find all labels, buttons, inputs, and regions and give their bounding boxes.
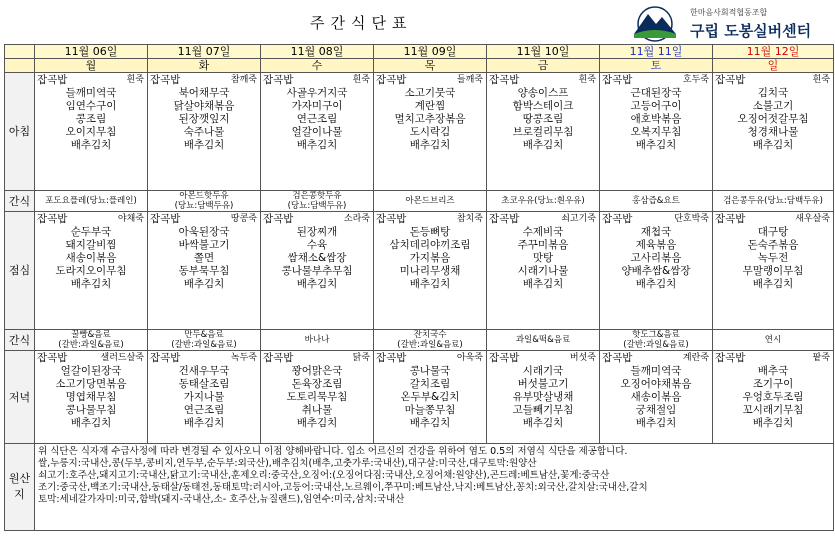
meal-cell <box>600 212 713 330</box>
porridge-label: 참치죽 <box>456 214 483 224</box>
snack-item: (당뇨:담백두유) <box>174 201 234 211</box>
menu-item: 근대된장국 <box>630 87 682 99</box>
snack-item: 꿀빵&음료 <box>71 330 111 340</box>
date-header: 11월 11일 <box>600 45 713 59</box>
rice-label: 잡곡밥 <box>715 213 746 225</box>
snack-cell <box>35 191 148 212</box>
menu-item: 콩조림 <box>75 113 107 125</box>
menu-item: 취나물 <box>301 404 333 416</box>
rice-label: 잡곡밥 <box>376 213 407 225</box>
rice-label: 잡곡밥 <box>150 213 181 225</box>
date-header: 11월 10일 <box>487 45 600 59</box>
menu-item: 수제비국 <box>522 226 564 238</box>
menu-item: 배추김치 <box>296 278 338 290</box>
menu-item: 된장찌개 <box>296 226 338 238</box>
rice-label: 잡곡밥 <box>602 352 633 364</box>
menu-item: 얼갈이나물 <box>291 126 343 138</box>
rice-label: 잡곡밥 <box>376 74 407 86</box>
menu-item: 배추김치 <box>409 139 451 151</box>
snack-item: (갈반:과일&음료) <box>171 340 237 350</box>
menu-item: 양송이스프 <box>517 87 569 99</box>
menu-item: 녹두전 <box>757 252 789 264</box>
meal-cell <box>713 351 834 444</box>
date-header: 11월 08일 <box>261 45 374 59</box>
menu-item: 재첩국 <box>640 226 672 238</box>
porridge-label: 단호박죽 <box>674 214 709 224</box>
porridge-label: 녹두죽 <box>230 353 257 363</box>
porridge-label: 계란죽 <box>682 353 709 363</box>
porridge-label: 닭죽 <box>352 353 370 363</box>
menu-item: 바싹불고기 <box>178 239 230 251</box>
menu-item: 미나리무생채 <box>399 265 461 277</box>
meal-cell <box>487 351 600 444</box>
meal-cell <box>148 73 261 191</box>
day-header: 목 <box>374 59 487 73</box>
corner-cell <box>5 45 35 59</box>
menu-item: 도라지오이무침 <box>55 265 127 277</box>
day-header: 금 <box>487 59 600 73</box>
porridge-label: 땅콩죽 <box>230 214 257 224</box>
menu-item: 멸치고추장볶음 <box>394 113 466 125</box>
menu-item: 버섯불고기 <box>517 378 569 390</box>
menu-item: 오복지무침 <box>630 126 682 138</box>
meal-cell <box>35 351 148 444</box>
menu-item: 닭살야채볶음 <box>173 100 235 112</box>
meal-cell <box>713 73 834 191</box>
logo-name: 구립 도봉실버센터 <box>690 22 812 40</box>
meal-cell <box>713 212 834 330</box>
snack-cell <box>374 330 487 351</box>
meal-cell <box>35 73 148 191</box>
menu-item: 고등어구이 <box>630 100 682 112</box>
snack-cell <box>600 330 713 351</box>
rice-label: 잡곡밥 <box>602 213 633 225</box>
origin-line: 쇠고기:호주산,돼지고기:국내산,닭고기:국내산,훈제오리:중국산,오징어:(오징어다짐:국내산,오징어채:원양산),곤드레:베트남산,꽃게:중국산 <box>38 470 610 481</box>
meal-label-lunch: 점심 <box>5 212 35 330</box>
menu-item: 새송이볶음 <box>65 252 117 264</box>
rice-label: 잡곡밥 <box>489 74 520 86</box>
menu-item: 배추김치 <box>752 278 794 290</box>
menu-item: 배추김치 <box>635 139 677 151</box>
rice-label: 잡곡밥 <box>37 213 68 225</box>
menu-item: 소불고기 <box>752 100 794 112</box>
day-header: 수 <box>261 59 374 73</box>
logo <box>628 4 833 44</box>
menu-item: 배추김치 <box>635 417 677 429</box>
menu-item: 숙주나물 <box>183 126 225 138</box>
day-header: 토 <box>600 59 713 73</box>
origin-line: 토막:세네갈가자미:미국,함박(돼지-국내산,소- 호주산,뉴질랜드),임연수:미국,삼치:국내산 <box>38 494 405 505</box>
menu-item: 명엽채무침 <box>65 391 117 403</box>
menu-item: 청경채나물 <box>747 126 799 138</box>
snack-item: 연시 <box>764 335 782 345</box>
date-header: 11월 07일 <box>148 45 261 59</box>
menu-item: 아욱된장국 <box>178 226 230 238</box>
meal-top <box>600 212 712 226</box>
origin-line: 쌀,누룽지:국내산,콩(두부,콩비지,연두부,순두부:외국산),배추김치(배추,고춧가루:국내산),대구살:미국산,대구토막:원양산 <box>38 458 537 469</box>
rice-label: 잡곡밥 <box>37 352 68 364</box>
origin-label: 원산지 <box>5 444 35 531</box>
menu-item: 궁채절임 <box>635 404 677 416</box>
menu-item: 제육볶음 <box>635 239 677 251</box>
menu-item: 배추김치 <box>70 417 112 429</box>
snack-item: 아몬드핫두유 <box>179 191 229 201</box>
porridge-label: 참깨죽 <box>230 75 257 85</box>
menu-item: 건새우무국 <box>178 365 230 377</box>
rice-label: 잡곡밥 <box>376 352 407 364</box>
menu-item: 계란찜 <box>414 100 446 112</box>
meal-top <box>35 351 147 365</box>
menu-item: 오징어젓갈무침 <box>737 113 809 125</box>
menu-item: 시래기국 <box>522 365 564 377</box>
porridge-label: 흰죽 <box>578 75 596 85</box>
menu-item: 삼치데리야끼조림 <box>389 239 471 251</box>
snack-cell <box>261 191 374 212</box>
meal-cell <box>148 212 261 330</box>
snack-cell <box>148 191 261 212</box>
menu-item: 콩나물무침 <box>65 404 117 416</box>
menu-item: 배추국 <box>757 365 789 377</box>
menu-item: 오이지무침 <box>65 126 117 138</box>
menu-item: 순두부국 <box>70 226 112 238</box>
meal-top <box>261 73 373 87</box>
menu-item: 새송이볶음 <box>630 391 682 403</box>
menu-item: 북어채무국 <box>178 87 230 99</box>
menu-item: 도시락김 <box>409 126 451 138</box>
menu-item: 조기구이 <box>752 378 794 390</box>
meal-top <box>600 351 712 365</box>
porridge-label: 새우살죽 <box>795 214 830 224</box>
rice-label: 잡곡밥 <box>37 74 68 86</box>
menu-item: 시래기나물 <box>517 265 569 277</box>
menu-item: 배추김치 <box>635 278 677 290</box>
porridge-label: 소라죽 <box>343 214 370 224</box>
meal-cell <box>600 351 713 444</box>
meal-top <box>148 212 260 226</box>
menu-item: 고사리볶음 <box>630 252 682 264</box>
menu-item: 꼬시래기무침 <box>742 404 804 416</box>
porridge-label: 들깨죽 <box>456 75 483 85</box>
meal-top <box>713 212 833 226</box>
snack-cell <box>374 191 487 212</box>
meal-cell <box>261 212 374 330</box>
menu-item: 콩나물부추무침 <box>281 265 353 277</box>
meal-top <box>148 351 260 365</box>
porridge-label: 흰죽 <box>812 75 830 85</box>
menu-item: 배추김치 <box>70 278 112 290</box>
menu-item: 돈육장조림 <box>291 378 343 390</box>
menu-item: 양배추쌈&쌈장 <box>621 265 691 277</box>
day-header: 월 <box>35 59 148 73</box>
meal-top <box>261 212 373 226</box>
menu-item: 마늘쫑무침 <box>404 404 456 416</box>
meal-top <box>713 351 833 365</box>
menu-item: 배추김치 <box>409 417 451 429</box>
rice-label: 잡곡밥 <box>715 352 746 364</box>
menu-item: 얼갈이된장국 <box>60 365 122 377</box>
snack-item: 잔치국수 <box>413 330 447 340</box>
menu-item: 연근조림 <box>183 404 225 416</box>
menu-item: 갈치조림 <box>409 378 451 390</box>
snack-item: (갈반:과일&음료) <box>58 340 124 350</box>
menu-item: 대구탕 <box>757 226 789 238</box>
menu-item: 맛탕 <box>532 252 554 264</box>
meal-top <box>487 212 599 226</box>
meal-top <box>374 212 486 226</box>
menu-item: 배추김치 <box>752 139 794 151</box>
day-header: 화 <box>148 59 261 73</box>
meal-top <box>600 73 712 87</box>
meal-cell <box>261 73 374 191</box>
menu-item: 돈숙주볶음 <box>747 239 799 251</box>
menu-item: 배추김치 <box>522 139 564 151</box>
notice-text: 위 식단은 식자재 수급사정에 따라 변경될 수 있사오니 이점 양해바랍니다. 입소 어르신의 건강을 위하여 염도 0.5의 저염식 식단을 제공합니다. <box>38 446 628 457</box>
porridge-label: 흰죽 <box>126 75 144 85</box>
porridge-label: 흰죽 <box>352 75 370 85</box>
snack-cell <box>600 191 713 212</box>
menu-item: 오징어야채볶음 <box>620 378 692 390</box>
menu-item: 유부맛살냉채 <box>512 391 574 403</box>
date-header: 11월 12일 <box>713 45 834 59</box>
meal-top <box>35 73 147 87</box>
snack-item: 검은콩핫두유 <box>292 191 342 201</box>
menu-item: 임연수구이 <box>65 100 117 112</box>
meal-top <box>374 73 486 87</box>
snack-item: 포도요플레(당뇨:플레인) <box>45 196 137 206</box>
snack-item: 만두&음료 <box>184 330 224 340</box>
logo-org: 한마음사회적협동조합 <box>690 8 768 17</box>
menu-item: 들깨미역국 <box>630 365 682 377</box>
menu-item: 사골우거지국 <box>286 87 348 99</box>
snack-cell <box>487 191 600 212</box>
rice-label: 잡곡밥 <box>489 213 520 225</box>
menu-item: 온두부&김치 <box>400 391 460 403</box>
meal-cell <box>374 73 487 191</box>
origin-notice-cell <box>35 444 834 531</box>
menu-item: 동태살조림 <box>178 378 230 390</box>
porridge-label: 팥죽 <box>812 353 830 363</box>
porridge-label: 쇠고기죽 <box>561 214 596 224</box>
meal-label-snack: 간식 <box>5 191 35 212</box>
rice-label: 잡곡밥 <box>715 74 746 86</box>
snack-cell <box>35 330 148 351</box>
mountain-logo-icon <box>628 4 684 42</box>
menu-item: 들깨미역국 <box>65 87 117 99</box>
snack-item: 초코우유(당뇨:흰우유) <box>501 196 585 206</box>
meal-cell <box>600 73 713 191</box>
meal-label-snack: 간식 <box>5 330 35 351</box>
porridge-label: 아욱죽 <box>456 353 483 363</box>
meal-cell <box>374 351 487 444</box>
meal-cell <box>374 212 487 330</box>
meal-top <box>261 351 373 365</box>
meal-top <box>713 73 833 87</box>
menu-table <box>4 44 834 531</box>
meal-label-breakfast: 아침 <box>5 73 35 191</box>
menu-item: 브로컬리무침 <box>512 126 574 138</box>
corner-cell <box>5 59 35 73</box>
meal-cell <box>487 212 600 330</box>
menu-item: 우엉호두조림 <box>742 391 804 403</box>
menu-item: 배추김치 <box>183 278 225 290</box>
snack-item: 바나나 <box>304 335 330 345</box>
menu-item: 연근조림 <box>296 113 338 125</box>
menu-item: 배추김치 <box>522 278 564 290</box>
snack-cell <box>148 330 261 351</box>
porridge-label: 호두죽 <box>682 75 709 85</box>
rice-label: 잡곡밥 <box>489 352 520 364</box>
menu-item: 배추김치 <box>183 417 225 429</box>
porridge-label: 야채죽 <box>117 214 144 224</box>
menu-item: 소고기당면볶음 <box>55 378 127 390</box>
meal-cell <box>148 351 261 444</box>
menu-item: 함박스테이크 <box>512 100 574 112</box>
menu-item: 된장깻잎지 <box>178 113 230 125</box>
snack-item: 검은콩두유(당뇨:담백두유) <box>723 196 823 206</box>
menu-item: 수육 <box>306 239 328 251</box>
page-title: 주간식단표 <box>310 14 413 32</box>
rice-label: 잡곡밥 <box>602 74 633 86</box>
origin-line: 조기:중국산,백조기:국내산,동태살/동태전,동태토막:러시아,고등어:국내산,노르웨이,쭈꾸미:베트남산,낙지:베트남산,꽁치:외국산,갈치살:국내산,갈치 <box>38 482 648 493</box>
snack-cell <box>487 330 600 351</box>
meal-top <box>487 73 599 87</box>
porridge-label: 버섯죽 <box>569 353 596 363</box>
menu-item: 배추김치 <box>296 139 338 151</box>
menu-item: 돼지갈비찜 <box>65 239 117 251</box>
menu-item: 콩나물국 <box>409 365 451 377</box>
rice-label: 잡곡밥 <box>150 352 181 364</box>
menu-item: 동부묵무침 <box>178 265 230 277</box>
rice-label: 잡곡밥 <box>263 213 294 225</box>
snack-item: (갈반:과일&음료) <box>397 340 463 350</box>
menu-item: 배추김치 <box>409 278 451 290</box>
snack-item: 과일&떡&음료 <box>515 335 571 345</box>
snack-cell <box>713 330 834 351</box>
meal-top <box>374 351 486 365</box>
meal-cell <box>487 73 600 191</box>
menu-item: 쌈채소&쌈장 <box>287 252 347 264</box>
snack-item: (갈반:과일&음료) <box>623 340 689 350</box>
snack-cell <box>713 191 834 212</box>
menu-item: 무말랭이무침 <box>742 265 804 277</box>
day-header: 일 <box>713 59 834 73</box>
meal-top <box>148 73 260 87</box>
snack-item: 홍삼즙&요트 <box>632 196 680 206</box>
menu-item: 배추김치 <box>522 417 564 429</box>
menu-item: 김치국 <box>757 87 789 99</box>
rice-label: 잡곡밥 <box>150 74 181 86</box>
rice-label: 잡곡밥 <box>263 352 294 364</box>
rice-label: 잡곡밥 <box>263 74 294 86</box>
menu-item: 가지나물 <box>183 391 225 403</box>
snack-item: (당뇨:담백두유) <box>287 201 347 211</box>
date-header: 11월 09일 <box>374 45 487 59</box>
menu-item: 땅콩조림 <box>522 113 564 125</box>
meal-top <box>35 212 147 226</box>
menu-item: 가자미구이 <box>291 100 343 112</box>
meal-cell <box>261 351 374 444</box>
menu-item: 소고기뭇국 <box>404 87 456 99</box>
snack-item: 아몬드브리즈 <box>405 196 455 206</box>
menu-item: 고들빼기무침 <box>512 404 574 416</box>
menu-item: 배추김치 <box>70 139 112 151</box>
menu-item: 꽝어맑은국 <box>291 365 343 377</box>
date-header: 11월 06일 <box>35 45 148 59</box>
menu-item: 애호박볶음 <box>630 113 682 125</box>
menu-item: 돈등뼈탕 <box>409 226 451 238</box>
meal-cell <box>35 212 148 330</box>
menu-item: 쫄면 <box>193 252 215 264</box>
meal-label-dinner: 저녁 <box>5 351 35 444</box>
menu-item: 배추김치 <box>296 417 338 429</box>
porridge-label: 샐러드살죽 <box>100 353 144 363</box>
snack-item: 핫도그&음료 <box>632 330 680 340</box>
menu-item: 가지볶음 <box>409 252 451 264</box>
menu-item: 도토리묵무침 <box>286 391 348 403</box>
menu-item: 배추김치 <box>183 139 225 151</box>
menu-item: 배추김치 <box>752 417 794 429</box>
menu-item: 주꾸미볶음 <box>517 239 569 251</box>
snack-cell <box>261 330 374 351</box>
meal-top <box>487 351 599 365</box>
